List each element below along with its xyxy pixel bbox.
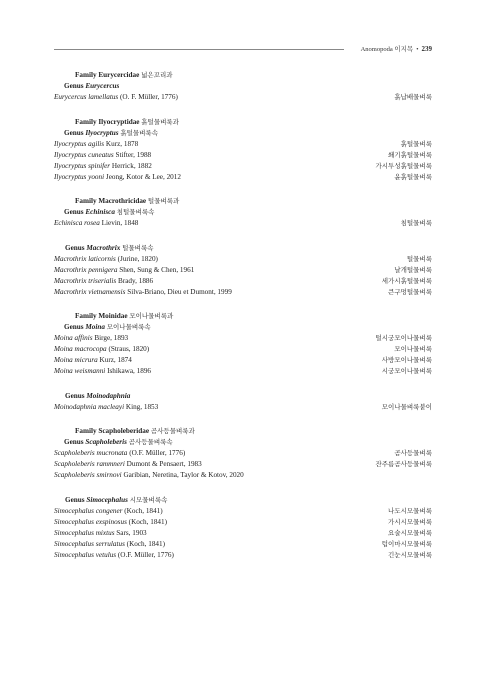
family-korean-name: 넓은꼬리과 — [141, 72, 173, 79]
species-korean-name: 요술시모물벼룩 — [388, 529, 432, 537]
species-row — [54, 218, 432, 229]
genus-name: Genus Eurycercus — [64, 82, 120, 90]
species-korean-name: 곰사등물벼룩 — [394, 450, 432, 457]
species-scientific-name: Ilyocryptus yooni — [54, 172, 105, 181]
species-scientific-name: Simocephalus congener — [54, 506, 123, 515]
species-row — [54, 333, 432, 344]
genus-korean-name: 흙털물벼룩속 — [120, 129, 158, 137]
species-row — [54, 506, 432, 517]
species-korean-name: 흙털물벼룩 — [400, 140, 432, 148]
species-scientific-name: Moina micrura — [54, 356, 98, 364]
species-authority: Stifter, 1988 — [115, 150, 152, 159]
species-scientific-name: Moina macrocopa — [54, 345, 107, 353]
species-authority: Birge, 1893 — [94, 334, 129, 342]
checklist-section — [54, 70, 432, 103]
species-scientific-name: Macrothrix pennigera — [54, 265, 118, 274]
species-authority: Sars, 1903 — [116, 528, 147, 537]
family-heading — [54, 70, 432, 81]
family-korean-name: 모이나물벼룩과 — [129, 313, 174, 320]
species-authority: Dumont & Pensaert, 1983 — [126, 460, 202, 468]
species-korean-name: 가시시모물벼룩 — [388, 518, 432, 526]
species-scientific-name: Ilyocryptus spinifer — [54, 161, 111, 170]
species-korean-name: 쐐기흙털물벼룩 — [388, 151, 432, 159]
species-row — [54, 355, 432, 366]
species-scientific-name: Simocephalus vetulus — [54, 550, 117, 559]
species-korean-name: 나도시모물벼룩 — [388, 507, 432, 515]
species-korean-name: 잔주름곰사등물벼룩 — [375, 461, 432, 468]
species-scientific-name: Moina affinis — [54, 334, 93, 342]
species-korean-name: 가시투성흙털물벼룩 — [375, 162, 432, 170]
species-row — [54, 550, 432, 561]
species-scientific-name: Macrothrix laticornis — [54, 254, 116, 263]
species-korean-name: 날개털물벼룩 — [394, 266, 432, 274]
species-korean-name: 시궁모이나물벼룩 — [381, 368, 432, 375]
genus-name-italic: Eurycercus — [85, 82, 120, 90]
species-authority: Herrick, 1882 — [111, 161, 152, 170]
species-korean-name: 털시궁모이나물벼룩 — [375, 335, 432, 342]
genus-heading — [54, 243, 432, 254]
species-scientific-name: Moinodaphnia macleayi — [54, 402, 125, 411]
species-row — [54, 172, 432, 183]
species-authority: (Straus, 1820) — [108, 345, 150, 353]
genus-korean-name: 모이나물벼룩속 — [106, 324, 151, 331]
genus-heading — [54, 81, 432, 92]
species-authority: (O. F. Müller, 1776) — [120, 93, 178, 101]
species-authority: Brady, 1886 — [118, 276, 154, 285]
genus-korean-name: 시모물벼룩속 — [129, 496, 168, 504]
genus-korean-name: 곰사등물벼룩속 — [128, 439, 173, 446]
species-row — [54, 139, 432, 150]
genus-name: Genus Moina — [64, 323, 105, 331]
species-scientific-name: Simocephalus exspinosus — [54, 517, 127, 526]
species-korean-name: 흙납배물벼룩 — [394, 94, 432, 101]
genus-heading — [54, 207, 432, 218]
species-row — [54, 92, 432, 103]
family-heading — [54, 311, 432, 322]
checklist-section — [54, 391, 432, 413]
species-row — [54, 287, 432, 298]
genus-name-italic: Echinisca — [85, 208, 115, 216]
species-scientific-name: Macrothrix triserialis — [54, 276, 117, 285]
species-row — [54, 161, 432, 172]
species-scientific-name: Scapholeberis rammneri — [54, 460, 125, 468]
checklist-section — [54, 243, 432, 298]
genus-korean-name: 털물벼룩속 — [122, 244, 154, 252]
genus-heading — [54, 437, 432, 448]
species-row — [54, 265, 432, 276]
species-row — [54, 366, 432, 377]
species-korean-name: 모이나물벼룩 — [394, 346, 432, 353]
running-title-block — [361, 44, 432, 55]
species-scientific-name: Eurycercus lamellatus — [54, 93, 119, 101]
family-name: Family Scapholeberidae — [75, 427, 150, 435]
checklist-section — [54, 196, 432, 229]
family-korean-name: 털물벼룩과 — [147, 198, 180, 205]
species-row — [54, 254, 432, 265]
species-korean-name: 긴눈시모물벼룩 — [388, 551, 432, 559]
species-authority: Lievin, 1848 — [101, 219, 139, 227]
species-row — [54, 470, 432, 481]
family-name: Family Ilyocryptidae — [75, 117, 140, 126]
species-scientific-name: Scapholeberis smirnovi — [54, 471, 122, 479]
species-korean-name: 침털물벼룩 — [400, 220, 432, 227]
family-heading — [54, 117, 432, 128]
genus-name: Genus Scapholeberis — [64, 438, 127, 446]
species-authority: (Koch, 1841) — [124, 506, 163, 515]
species-scientific-name: Ilyocryptus agilis — [54, 139, 105, 148]
species-row — [54, 150, 432, 161]
species-korean-name: 세가시흙털물벼룩 — [381, 277, 432, 285]
species-row — [54, 528, 432, 539]
species-korean-name: 사방모이나물벼룩 — [381, 357, 432, 364]
genus-name-italic: Simocephalus — [86, 495, 128, 504]
species-checklist — [54, 70, 432, 574]
checklist-section — [54, 311, 432, 377]
family-name: Family Moinidae — [75, 312, 128, 320]
species-row — [54, 517, 432, 528]
checklist-section — [54, 426, 432, 481]
species-row — [54, 344, 432, 355]
genus-name-italic: Macrothrix — [86, 243, 121, 252]
genus-korean-name: 침털물벼룩속 — [116, 209, 155, 216]
genus-name: Genus Moinodaphnia — [65, 391, 131, 400]
family-korean-name: 곰사등물벼룩과 — [150, 428, 195, 435]
genus-heading — [54, 391, 432, 402]
family-korean-name: 흙털물벼룩과 — [141, 118, 179, 126]
species-row — [54, 448, 432, 459]
genus-name-italic: Moina — [85, 323, 105, 331]
species-row — [54, 402, 432, 413]
species-row — [54, 539, 432, 550]
family-name: Family Eurycercidae — [75, 71, 140, 79]
species-authority: Silva-Briano, Dieu et Dumont, 1999 — [127, 287, 232, 296]
species-authority: (Koch, 1841) — [126, 539, 165, 548]
species-authority: (Koch, 1841) — [128, 517, 167, 526]
genus-name-italic: Ilyocryptus — [85, 128, 119, 137]
genus-heading — [54, 128, 432, 139]
species-korean-name: 털물벼룩 — [406, 255, 432, 263]
species-authority: King, 1853 — [125, 402, 159, 411]
header-bullet: • — [416, 46, 419, 53]
genus-name-italic: Scapholeberis — [85, 438, 127, 446]
species-korean-name: 텁이마시모물벼룩 — [381, 540, 432, 548]
genus-name: Genus Echinisca — [64, 208, 115, 216]
genus-name: Genus Ilyocryptus — [64, 128, 119, 137]
species-authority: (O.F. Müller, 1776) — [129, 449, 186, 457]
genus-name: Genus Macrothrix — [65, 243, 121, 252]
family-name: Family Macrothricidae — [75, 197, 147, 205]
species-authority: (O.F. Müller, 1776) — [117, 550, 174, 559]
family-heading — [54, 426, 432, 437]
species-scientific-name: Macrothrix vietnamensis — [54, 287, 126, 296]
species-korean-name: 모이나물벼룩붙이 — [381, 403, 432, 411]
genus-name: Genus Simocephalus — [65, 495, 128, 504]
page-number: 239 — [421, 45, 432, 53]
species-scientific-name: Scapholeberis mucronata — [54, 449, 128, 457]
checklist-section — [54, 495, 432, 561]
species-authority: Garibian, Neretina, Taylor & Kotov, 2020 — [123, 471, 244, 479]
species-scientific-name: Simocephalus mixtus — [54, 528, 115, 537]
genus-heading — [54, 322, 432, 333]
running-title: Anomopoda 이지목 — [360, 46, 414, 53]
species-authority: Kurz, 1874 — [99, 356, 132, 364]
species-authority: Jeong, Kotor & Lee, 2012 — [105, 172, 181, 181]
species-scientific-name: Moina weismanni — [54, 367, 106, 375]
species-row — [54, 276, 432, 287]
species-scientific-name: Echinisca rosea — [54, 219, 100, 227]
species-row — [54, 459, 432, 470]
species-scientific-name: Ilyocryptus cuneatus — [54, 150, 114, 159]
species-authority: Ishikawa, 1896 — [107, 367, 152, 375]
family-heading — [54, 196, 432, 207]
species-korean-name: 큰구멍털물벼룩 — [388, 288, 432, 296]
checklist-section — [54, 117, 432, 183]
species-korean-name: 윤흙털물벼룩 — [394, 173, 432, 181]
species-authority: (Jurine, 1820) — [117, 254, 158, 263]
genus-name-italic: Moinodaphnia — [86, 391, 131, 400]
species-authority: Kurz, 1878 — [105, 139, 139, 148]
species-scientific-name: Simocephalus serrulatus — [54, 539, 125, 548]
species-authority: Shen, Sung & Chen, 1961 — [119, 265, 195, 274]
running-header — [54, 44, 432, 54]
header-rule — [54, 49, 344, 50]
genus-heading — [54, 495, 432, 506]
